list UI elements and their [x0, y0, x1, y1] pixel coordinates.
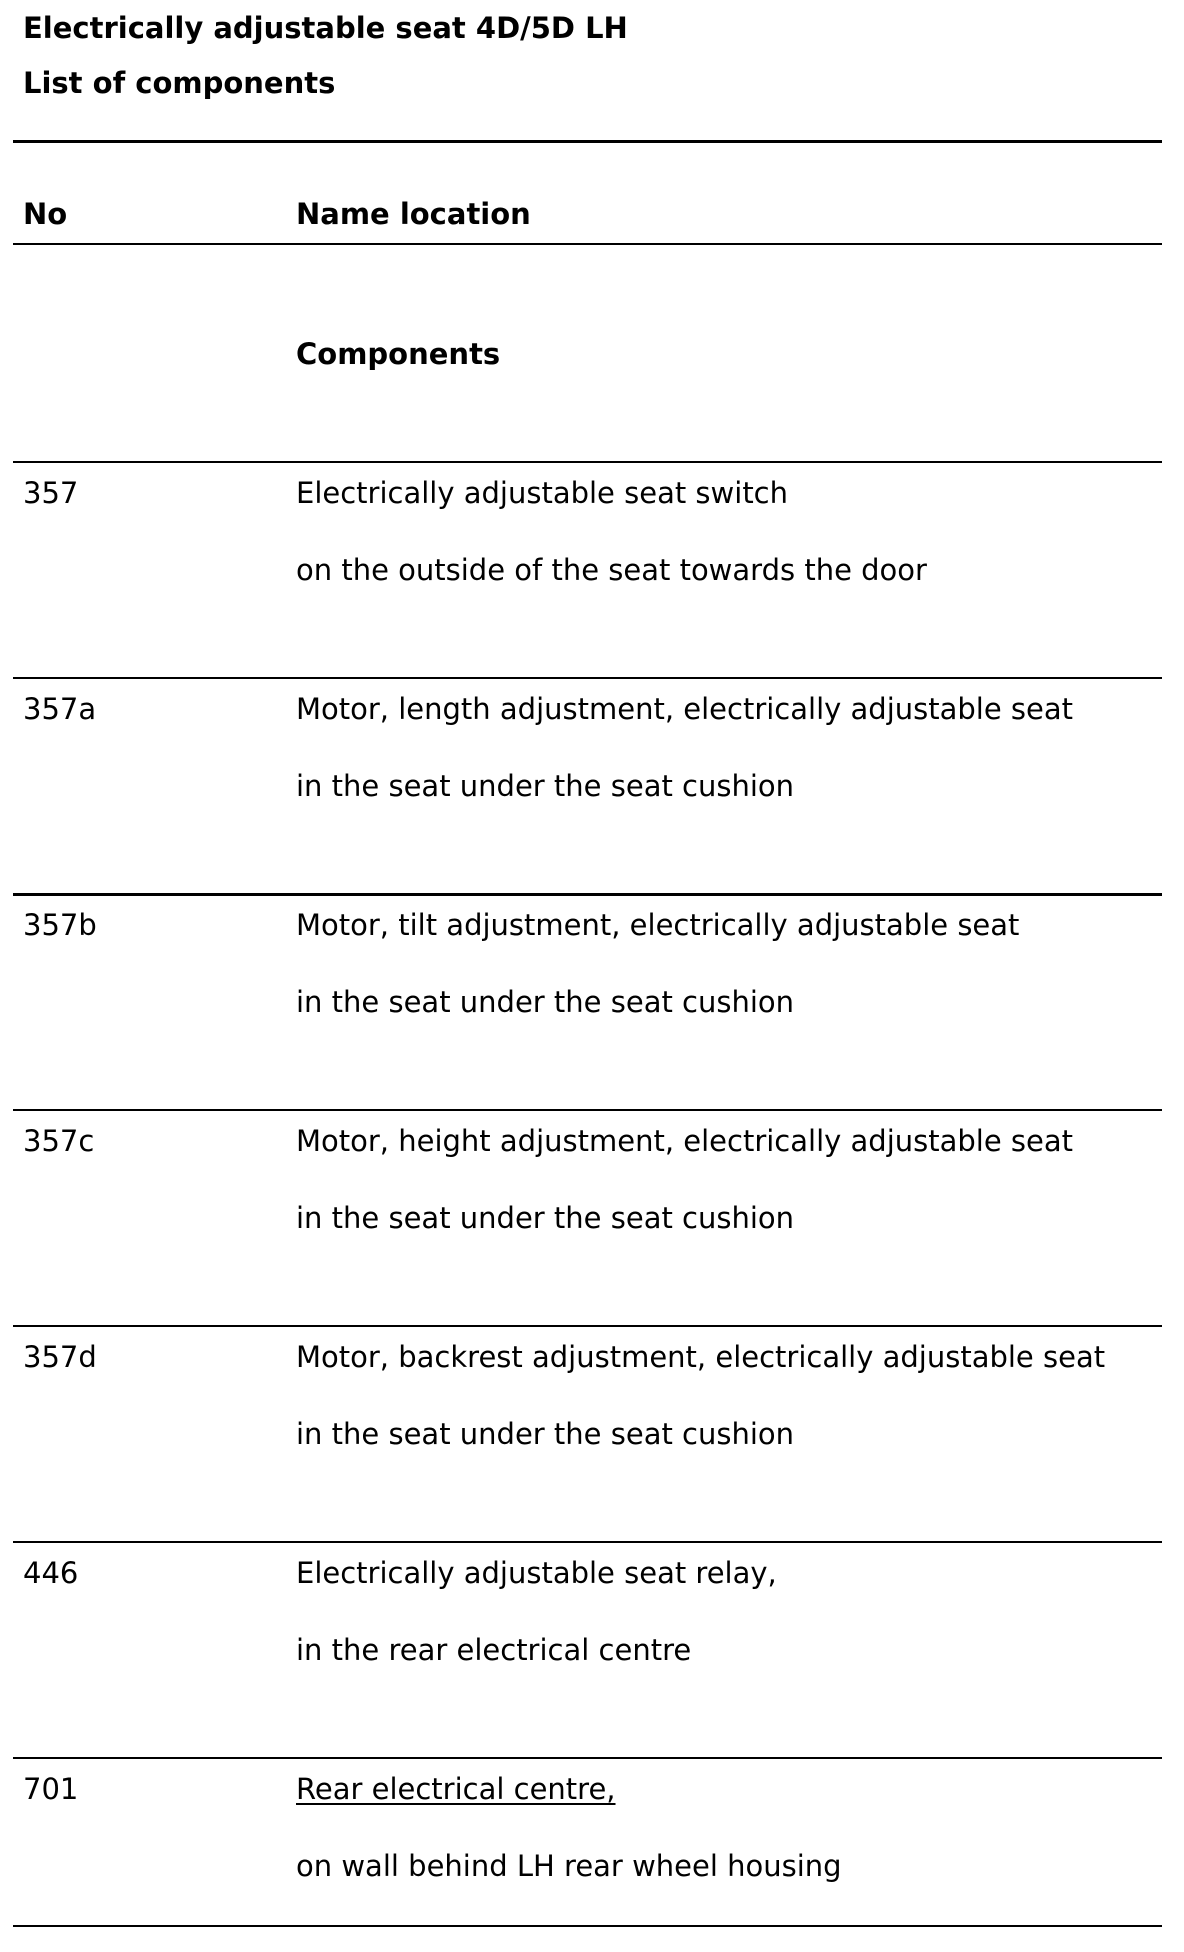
- document-subtitle: List of components: [23, 66, 336, 100]
- component-location: in the rear electrical centre: [296, 1633, 692, 1667]
- component-number: 357a: [23, 692, 97, 726]
- component-location: in the seat under the seat cushion: [296, 985, 795, 1019]
- component-name: Electrically adjustable seat relay,: [296, 1556, 777, 1590]
- row-divider: [13, 1541, 1162, 1543]
- row-divider: [13, 1757, 1162, 1759]
- component-location: on the outside of the seat towards the door: [296, 553, 927, 587]
- header-top-rule: [13, 140, 1162, 143]
- row-divider: [13, 1325, 1162, 1327]
- section-title: Components: [296, 337, 501, 371]
- column-header-name-location: Name location: [296, 197, 531, 231]
- component-number: 357c: [23, 1124, 95, 1158]
- component-name: Motor, backrest adjustment, electrically adjustable seat: [296, 1340, 1106, 1374]
- component-name: Motor, height adjustment, electrically adjustable seat: [296, 1124, 1073, 1158]
- component-name: Motor, length adjustment, electrically adjustable seat: [296, 692, 1073, 726]
- row-divider: [13, 1109, 1162, 1111]
- component-number: 357b: [23, 908, 97, 942]
- row-divider: [13, 677, 1162, 679]
- component-number: 701: [23, 1772, 79, 1806]
- row-divider: [13, 893, 1162, 896]
- component-location: in the seat under the seat cushion: [296, 1201, 795, 1235]
- component-location: in the seat under the seat cushion: [296, 769, 795, 803]
- component-number: 446: [23, 1556, 79, 1590]
- component-name-link[interactable]: Rear electrical centre,: [296, 1772, 616, 1806]
- document-title: Electrically adjustable seat 4D/5D LH: [23, 11, 628, 45]
- row-divider: [13, 461, 1162, 463]
- header-bottom-rule: [13, 243, 1162, 245]
- component-number: 357: [23, 476, 79, 510]
- table-bottom-rule: [13, 1925, 1162, 1927]
- component-name: Motor, tilt adjustment, electrically adjustable seat: [296, 908, 1020, 942]
- component-location: on wall behind LH rear wheel housing: [296, 1849, 842, 1883]
- column-header-no: No: [23, 197, 68, 231]
- component-number: 357d: [23, 1340, 97, 1374]
- component-location: in the seat under the seat cushion: [296, 1417, 795, 1451]
- component-name: Electrically adjustable seat switch: [296, 476, 789, 510]
